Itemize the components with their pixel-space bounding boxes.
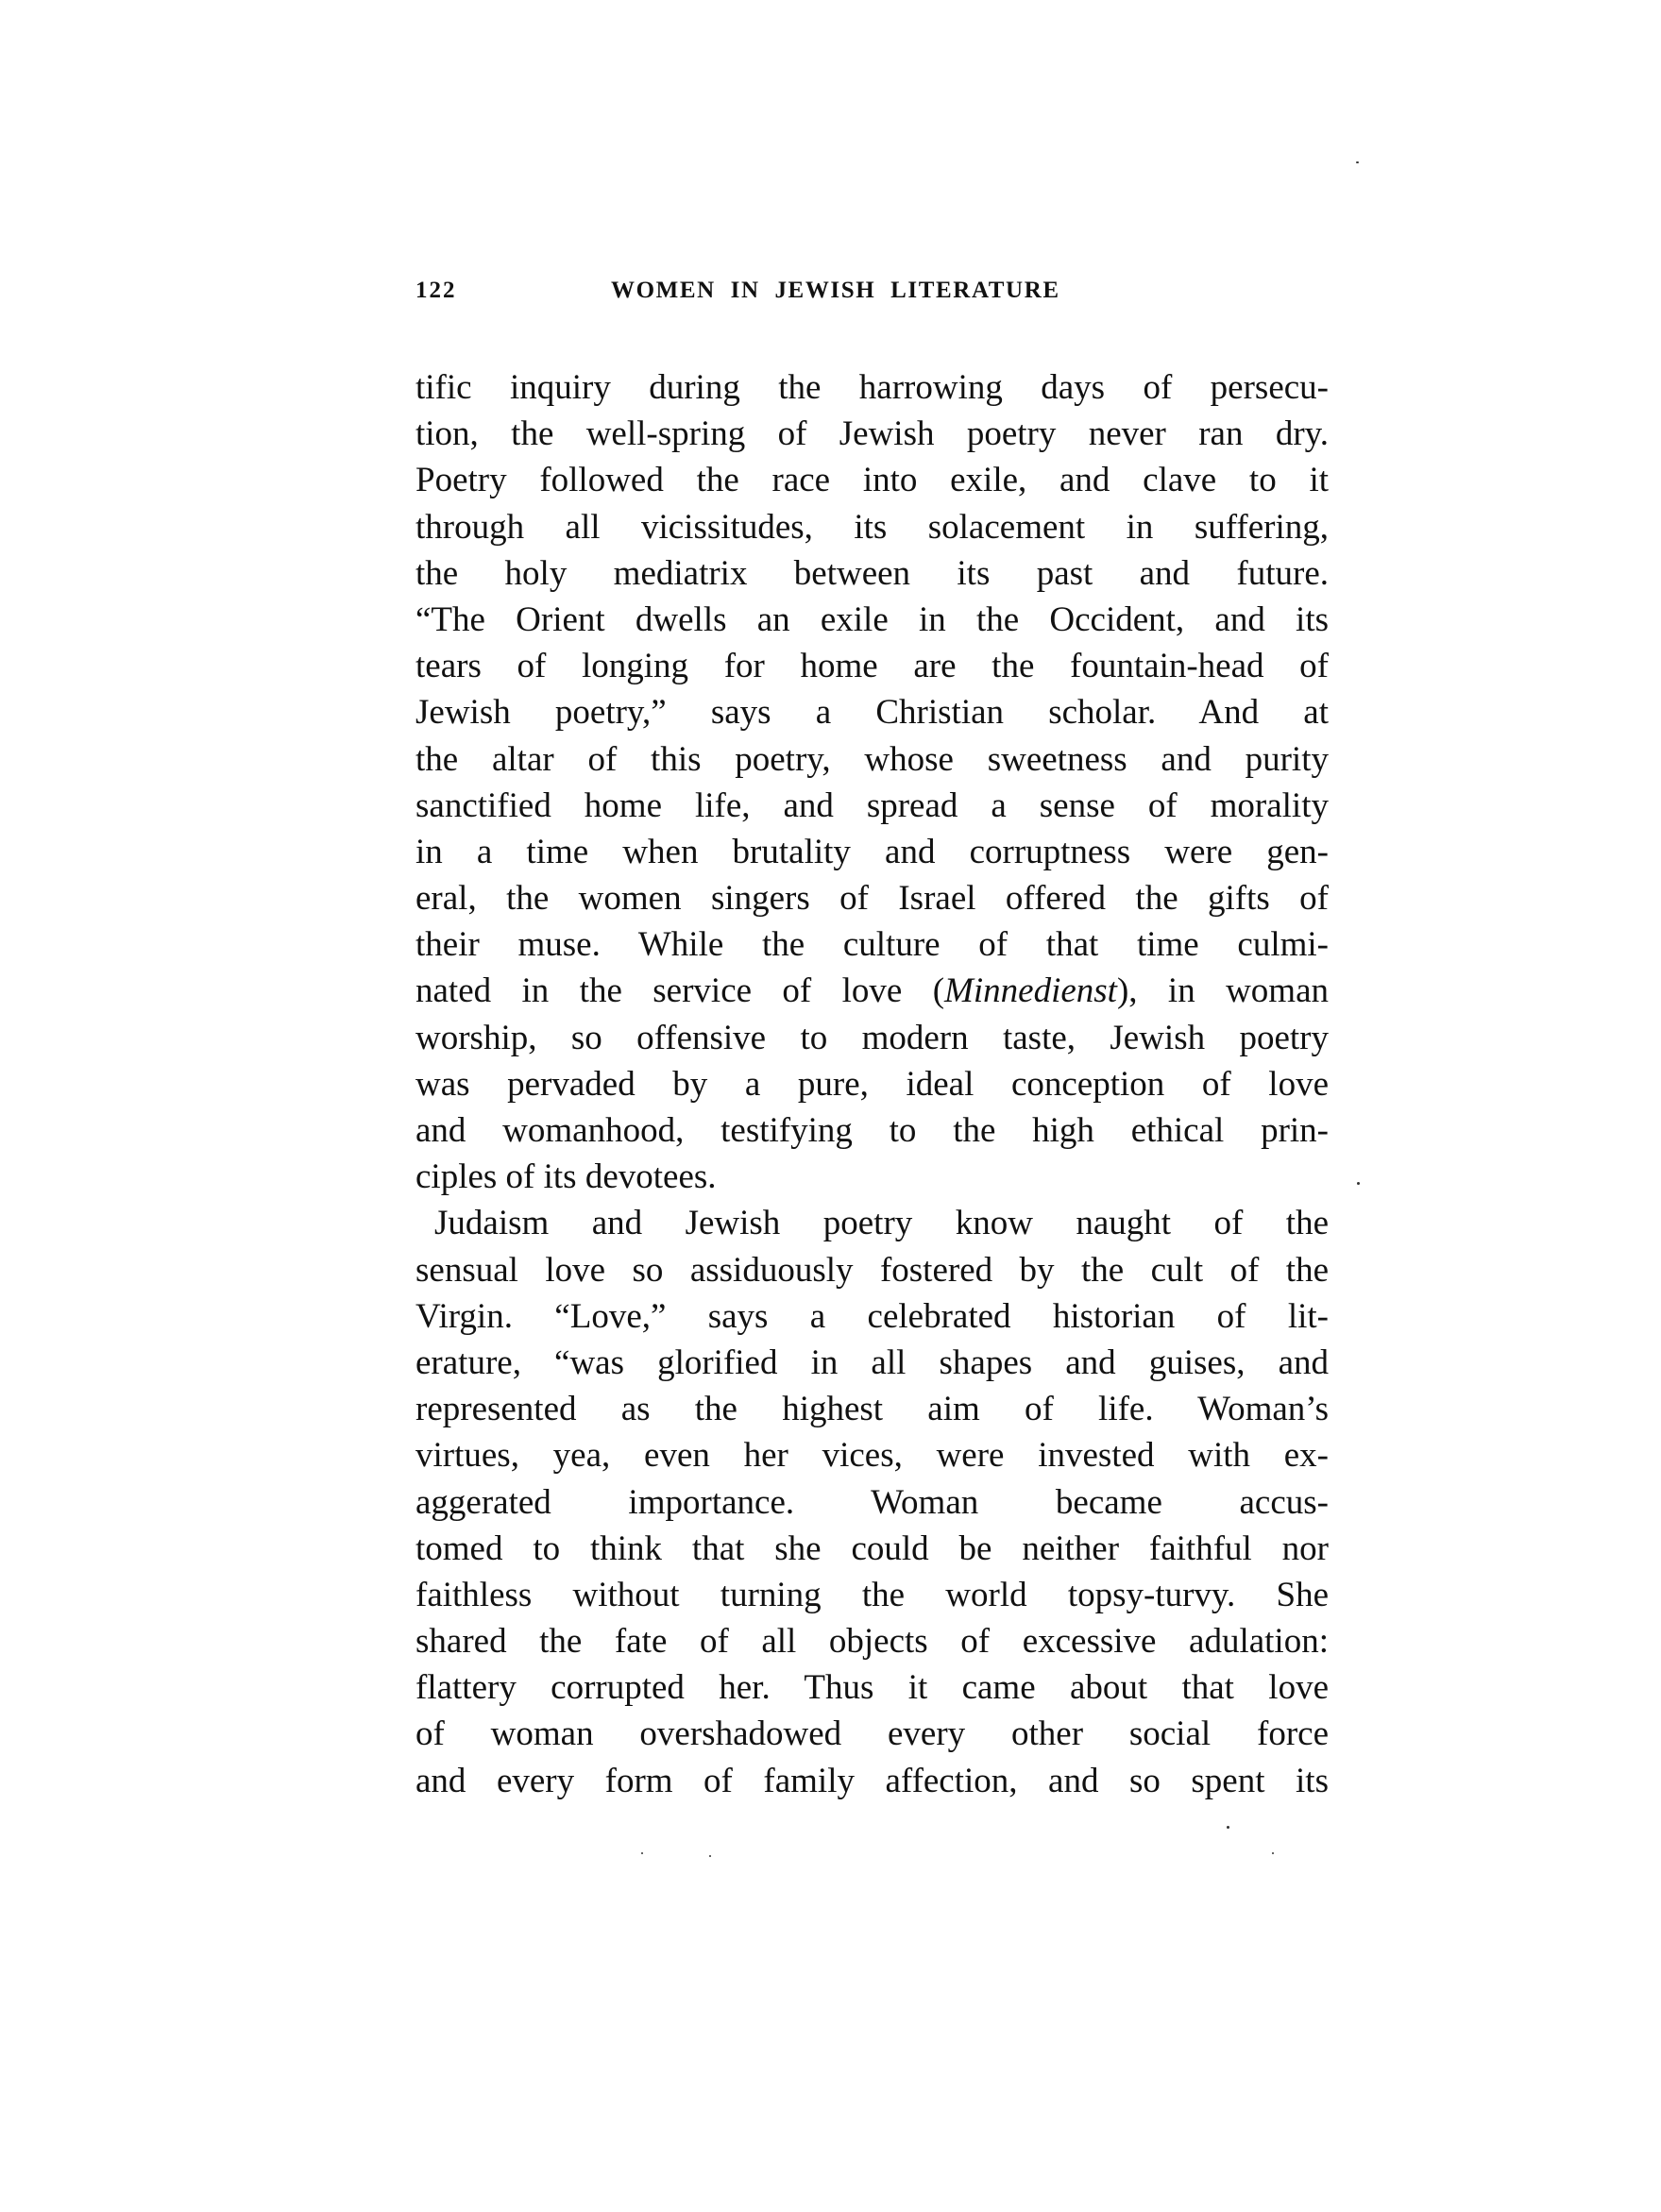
text-line: faithless without turning the world topsy-turvy. She (415, 1575, 1329, 1614)
scan-speck (1227, 1826, 1229, 1829)
text-line: and every form of family affection, and so spent its (415, 1761, 1329, 1800)
body-text (415, 364, 1329, 1804)
text-line-with-italic (415, 968, 1329, 1014)
text-line: aggerated importance. Woman became accus- (415, 1482, 1329, 1522)
italic-term: Minnedienst (944, 971, 1117, 1011)
text-line: “The Orient dwells an exile in the Occident, and its (415, 599, 1329, 639)
text-line: sensual love so assiduously fostered by the cult of the (415, 1250, 1329, 1290)
text-line: in a time when brutality and corruptness were gen- (415, 832, 1329, 871)
text-line: their muse. While the culture of that time culmi- (415, 925, 1329, 965)
scan-speck (1272, 1852, 1274, 1854)
text-line: Jewish poetry,” says a Christian scholar. And at (415, 693, 1329, 733)
running-title: WOMEN IN JEWISH LITERATURE (611, 278, 1060, 303)
running-head (415, 277, 1329, 305)
scan-speck (709, 1855, 711, 1857)
text-line: shared the fate of all objects of excessive adulation: (415, 1622, 1329, 1662)
text-line: eral, the women singers of Israel offered the gifts of (415, 879, 1329, 919)
scan-speck (1357, 1182, 1360, 1185)
text-line: tears of longing for home are the fountain-head of (415, 647, 1329, 686)
paragraph-start-line: Judaism and Jewish poetry know naught of the (434, 1204, 1329, 1243)
text-line: represented as the highest aim of life. Woman’s (415, 1390, 1329, 1429)
text-line: Poetry followed the race into exile, and clave to it (415, 461, 1329, 500)
paragraph-end-line: ciples of its devotees. (415, 1157, 717, 1197)
text-line: sanctified home life, and spread a sense of morality (415, 785, 1329, 825)
text-line: the holy mediatrix between its past and future. (415, 553, 1329, 593)
text-line: tific inquiry during the harrowing days of persecu- (415, 368, 1329, 407)
text-line: worship, so offensive to modern taste, Jewish poetry (415, 1018, 1329, 1057)
text-line: of woman overshadowed every other social force (415, 1714, 1329, 1754)
text-segment: nated in the service of love ( (415, 971, 945, 1011)
page-number: 122 (415, 278, 457, 303)
text-line: flattery corrupted her. Thus it came about that love (415, 1668, 1329, 1708)
text-line: was pervaded by a pure, ideal conception of love (415, 1064, 1329, 1104)
text-line: and womanhood, testifying to the high ethical prin- (415, 1111, 1329, 1150)
text-line: the altar of this poetry, whose sweetness and purity (415, 739, 1329, 779)
scan-speck (641, 1852, 643, 1854)
text-line: Virgin. “Love,” says a celebrated historian of lit- (415, 1296, 1329, 1336)
text-line: through all vicissitudes, its solacement in suffering, (415, 507, 1329, 547)
text-line: virtues, yea, even her vices, were invested with ex- (415, 1436, 1329, 1476)
text-line: tomed to think that she could be neither faithful nor (415, 1528, 1329, 1568)
scan-speck (1356, 161, 1359, 163)
text-line: tion, the well-spring of Jewish poetry never ran dry. (415, 414, 1329, 454)
text-segment: ), in woman (1116, 971, 1329, 1011)
text-line: erature, “was glorified in all shapes and guises, and (415, 1342, 1329, 1382)
